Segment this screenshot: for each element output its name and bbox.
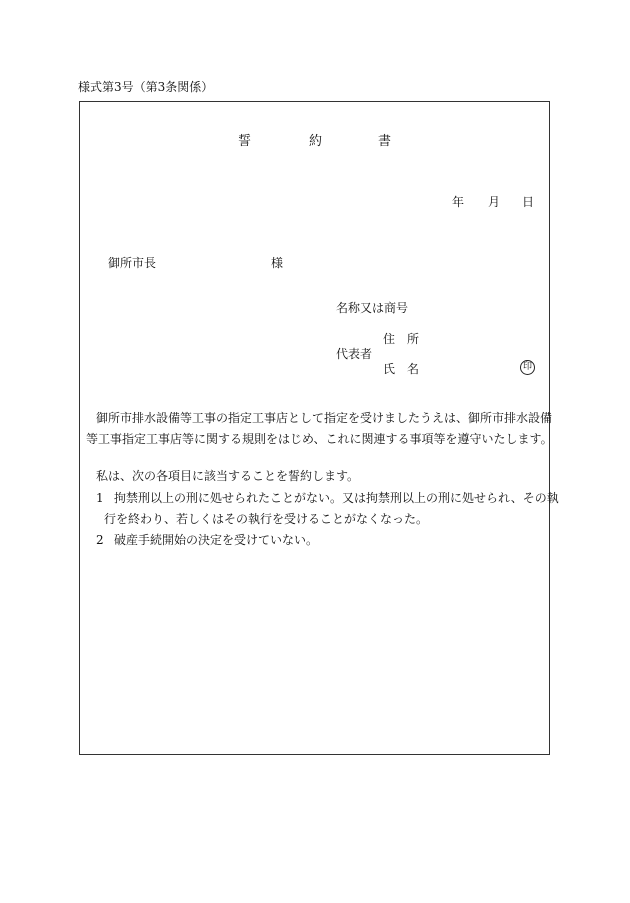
title-char-2: 約 — [309, 134, 323, 149]
body-line-1: 御所市排水設備等工事の指定工事店として指定を受けましたうえは、御所市排水設備 — [96, 411, 553, 425]
pledge-item-1 — [96, 488, 558, 509]
body-line-2: 等工事指定工事店等に関する規則をはじめ、これに関連する事項等を遵守いたします。 — [86, 432, 553, 446]
date-year: 年 — [452, 195, 465, 209]
form-number-label: 様式第3号（第3条関係） — [78, 80, 214, 94]
representative-label: 代表者 — [336, 347, 373, 361]
date-day: 日 — [522, 195, 535, 209]
date-month: 月 — [488, 195, 501, 209]
title-char-3: 書 — [378, 134, 392, 149]
addressee: 御所市長 — [108, 256, 157, 270]
pledge-intro: 私は、次の各項目に該当することを誓約します。 — [96, 469, 360, 483]
pledge-item-1-continuation: 行を終わり、若しくはその執行を受けることがなくなった。 — [104, 512, 429, 526]
pledge-item-2-number: 2 — [96, 533, 104, 547]
company-name-label: 名称又は商号 — [336, 301, 409, 315]
address-label: 住 所 — [383, 332, 420, 346]
honorific: 様 — [271, 256, 284, 270]
seal-mark: 印 — [520, 360, 535, 375]
pledge-item-2-text: 破産手続開始の決定を受けていない。 — [114, 533, 319, 547]
pledge-item-2 — [96, 530, 558, 551]
name-label: 氏 名 — [383, 362, 420, 376]
title-char-1: 誓 — [238, 134, 252, 149]
pledge-item-1-number: 1 — [96, 491, 104, 505]
pledge-item-1-text: 拘禁刑以上の刑に処せられたことがない。又は拘禁刑以上の刑に処せられ、その執 — [114, 491, 559, 505]
